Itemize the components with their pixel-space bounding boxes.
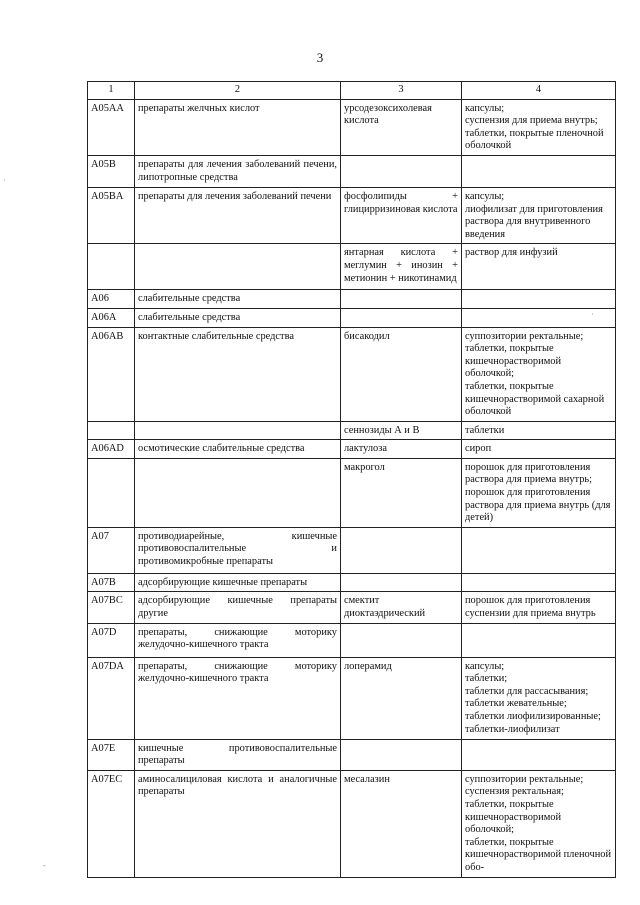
dosage-forms-cell bbox=[462, 770, 616, 877]
atc-code-cell: A07EC bbox=[88, 770, 135, 877]
dosage-forms-cell bbox=[462, 573, 616, 592]
scan-mark: · bbox=[3, 176, 6, 185]
dosage-form: порошок для приготовления раствора для приема внутрь (для детей) bbox=[465, 487, 611, 524]
dosage-form: сироп bbox=[465, 443, 492, 455]
dosage-form: таблетки жевательные; bbox=[465, 698, 567, 710]
dosage-forms-cell bbox=[462, 458, 616, 527]
dosage-form: таблетки, покрытые пленочной оболочкой bbox=[465, 127, 604, 152]
dosage-forms-cell bbox=[462, 657, 616, 739]
table-row bbox=[88, 155, 616, 187]
dosage-form: таблетки для рассасывания; bbox=[465, 685, 589, 697]
table-row bbox=[88, 573, 616, 592]
table-row bbox=[88, 770, 616, 877]
atc-code-cell: A07BC bbox=[88, 592, 135, 623]
substance-cell: бисакодил bbox=[341, 327, 462, 421]
table-row bbox=[88, 244, 616, 290]
table-row bbox=[88, 592, 616, 623]
dosage-form: суппозитории ректальные; bbox=[465, 773, 584, 785]
group-name-cell: осмотические слабительные средства bbox=[135, 440, 341, 459]
group-name-cell: препараты, снижающие моторику желудочно-кишечного тракта bbox=[135, 623, 341, 657]
column-header-1: 1 bbox=[88, 82, 135, 100]
group-name-cell: препараты для лечения заболеваний печени bbox=[135, 187, 341, 243]
substance-cell bbox=[341, 573, 462, 592]
dosage-form: капсулы; bbox=[465, 190, 505, 202]
atc-code-cell: A06AB bbox=[88, 327, 135, 421]
dosage-form: таблетки лиофилизированные; bbox=[465, 711, 601, 722]
substance-cell: янтарная кислота + меглумин + инозин + метионин + никотинамид bbox=[341, 244, 462, 290]
table-row bbox=[88, 458, 616, 527]
dosage-forms-cell bbox=[462, 592, 616, 623]
dosage-form: порошок для приготовления суспензии для приема внутрь bbox=[465, 595, 596, 620]
table-body bbox=[88, 99, 616, 877]
substance-cell: урсодезоксихолевая кислота bbox=[341, 99, 462, 155]
dosage-form: таблетки; bbox=[465, 673, 508, 685]
table-row bbox=[88, 308, 616, 327]
scan-mark: - bbox=[43, 861, 46, 870]
table-row bbox=[88, 623, 616, 657]
dosage-forms-cell bbox=[462, 527, 616, 573]
dosage-form: порошок для приготовления раствора для приема внутрь; bbox=[465, 461, 593, 486]
substance-cell bbox=[341, 308, 462, 327]
atc-code-cell: A06A bbox=[88, 308, 135, 327]
drug-table bbox=[87, 81, 616, 878]
atc-code-cell: A07B bbox=[88, 573, 135, 592]
atc-code-cell: A06 bbox=[88, 290, 135, 309]
group-name-cell: адсорбирующие кишечные препараты bbox=[135, 573, 341, 592]
group-name-cell: препараты, снижающие моторику желудочно-кишечного тракта bbox=[135, 657, 341, 739]
dosage-forms-cell bbox=[462, 440, 616, 459]
table-row bbox=[88, 739, 616, 770]
page-number: 3 bbox=[316, 50, 324, 65]
atc-code-cell bbox=[88, 421, 135, 440]
substance-cell bbox=[341, 623, 462, 657]
substance-cell bbox=[341, 155, 462, 187]
dosage-form: лиофилизат для приготовления раствора для внутривенного введения bbox=[465, 203, 603, 240]
group-name-cell: противодиарейные, кишечные противовоспалительные и противомикробные препараты bbox=[135, 527, 341, 573]
atc-code-cell: A05BA bbox=[88, 187, 135, 243]
dosage-form: капсулы; bbox=[465, 102, 505, 114]
column-header-3: 3 bbox=[341, 82, 462, 100]
column-header-4: 4 bbox=[462, 82, 616, 100]
atc-code-cell: A05B bbox=[88, 155, 135, 187]
dosage-form: таблетки, покрытые кишечнорастворимой сахарной оболочкой bbox=[465, 380, 605, 418]
atc-code-cell: A05AA bbox=[88, 99, 135, 155]
dosage-forms-cell bbox=[462, 739, 616, 770]
scan-mark: · bbox=[591, 310, 594, 319]
dosage-form: таблетки bbox=[465, 424, 505, 436]
group-name-cell bbox=[135, 244, 341, 290]
atc-code-cell: A06AD bbox=[88, 440, 135, 459]
table-row bbox=[88, 187, 616, 243]
dosage-forms-cell bbox=[462, 155, 616, 187]
dosage-form: таблетки, покрытые кишечнорастворимой пленочной обо- bbox=[465, 836, 612, 873]
column-header-2: 2 bbox=[135, 82, 341, 100]
group-name-cell: кишечные противовоспалительные препараты bbox=[135, 739, 341, 770]
substance-cell: лоперамид bbox=[341, 657, 462, 739]
dosage-forms-cell bbox=[462, 187, 616, 243]
table-row bbox=[88, 440, 616, 459]
atc-code-cell: A07DA bbox=[88, 657, 135, 739]
dosage-forms-cell bbox=[462, 99, 616, 155]
substance-cell bbox=[341, 527, 462, 573]
atc-code-cell bbox=[88, 458, 135, 527]
dosage-form: таблетки, покрытые кишечнорастворимой оболочкой; bbox=[465, 343, 562, 380]
group-name-cell: препараты желчных кислот bbox=[135, 99, 341, 155]
table-row bbox=[88, 290, 616, 309]
group-name-cell: слабительные средства bbox=[135, 290, 341, 309]
table-row bbox=[88, 527, 616, 573]
substance-cell: фосфолипиды + глицирризиновая кислота bbox=[341, 187, 462, 243]
dosage-form: суспензия для приема внутрь; bbox=[465, 115, 598, 127]
table-row bbox=[88, 99, 616, 155]
substance-cell: лактулоза bbox=[341, 440, 462, 459]
atc-code-cell: A07D bbox=[88, 623, 135, 657]
dosage-forms-cell bbox=[462, 244, 616, 290]
group-name-cell: препараты для лечения заболеваний печени, липотропные средства bbox=[135, 155, 341, 187]
atc-code-cell: A07E bbox=[88, 739, 135, 770]
dosage-form: таблетки-лиофилизат bbox=[465, 723, 560, 735]
group-name-cell bbox=[135, 458, 341, 527]
substance-cell: сеннозиды А и В bbox=[341, 421, 462, 440]
dosage-forms-cell bbox=[462, 290, 616, 309]
group-name-cell: адсорбирующие кишечные препараты другие bbox=[135, 592, 341, 623]
table-row bbox=[88, 657, 616, 739]
dosage-forms-cell bbox=[462, 327, 616, 421]
dosage-forms-cell bbox=[462, 623, 616, 657]
atc-code-cell bbox=[88, 244, 135, 290]
substance-cell: смектит диоктаэдрический bbox=[341, 592, 462, 623]
table-row bbox=[88, 327, 616, 421]
dosage-forms-cell bbox=[462, 421, 616, 440]
dosage-form: капсулы; bbox=[465, 660, 505, 672]
atc-code-cell: A07 bbox=[88, 527, 135, 573]
group-name-cell: контактные слабительные средства bbox=[135, 327, 341, 421]
dosage-form: раствор для инфузий bbox=[465, 247, 558, 259]
substance-cell: месалазин bbox=[341, 770, 462, 877]
dosage-form: суппозитории ректальные; bbox=[465, 330, 584, 342]
dosage-form: таблетки, покрытые кишечнорастворимой оболочкой; bbox=[465, 799, 562, 836]
substance-cell: макрогол bbox=[341, 458, 462, 527]
substance-cell bbox=[341, 739, 462, 770]
group-name-cell bbox=[135, 421, 341, 440]
dosage-form: суспензия ректальная; bbox=[465, 786, 564, 798]
table-row bbox=[88, 421, 616, 440]
group-name-cell: аминосалициловая кислота и аналогичные препараты bbox=[135, 770, 341, 877]
substance-cell bbox=[341, 290, 462, 309]
header-row bbox=[88, 82, 616, 100]
group-name-cell: слабительные средства bbox=[135, 308, 341, 327]
